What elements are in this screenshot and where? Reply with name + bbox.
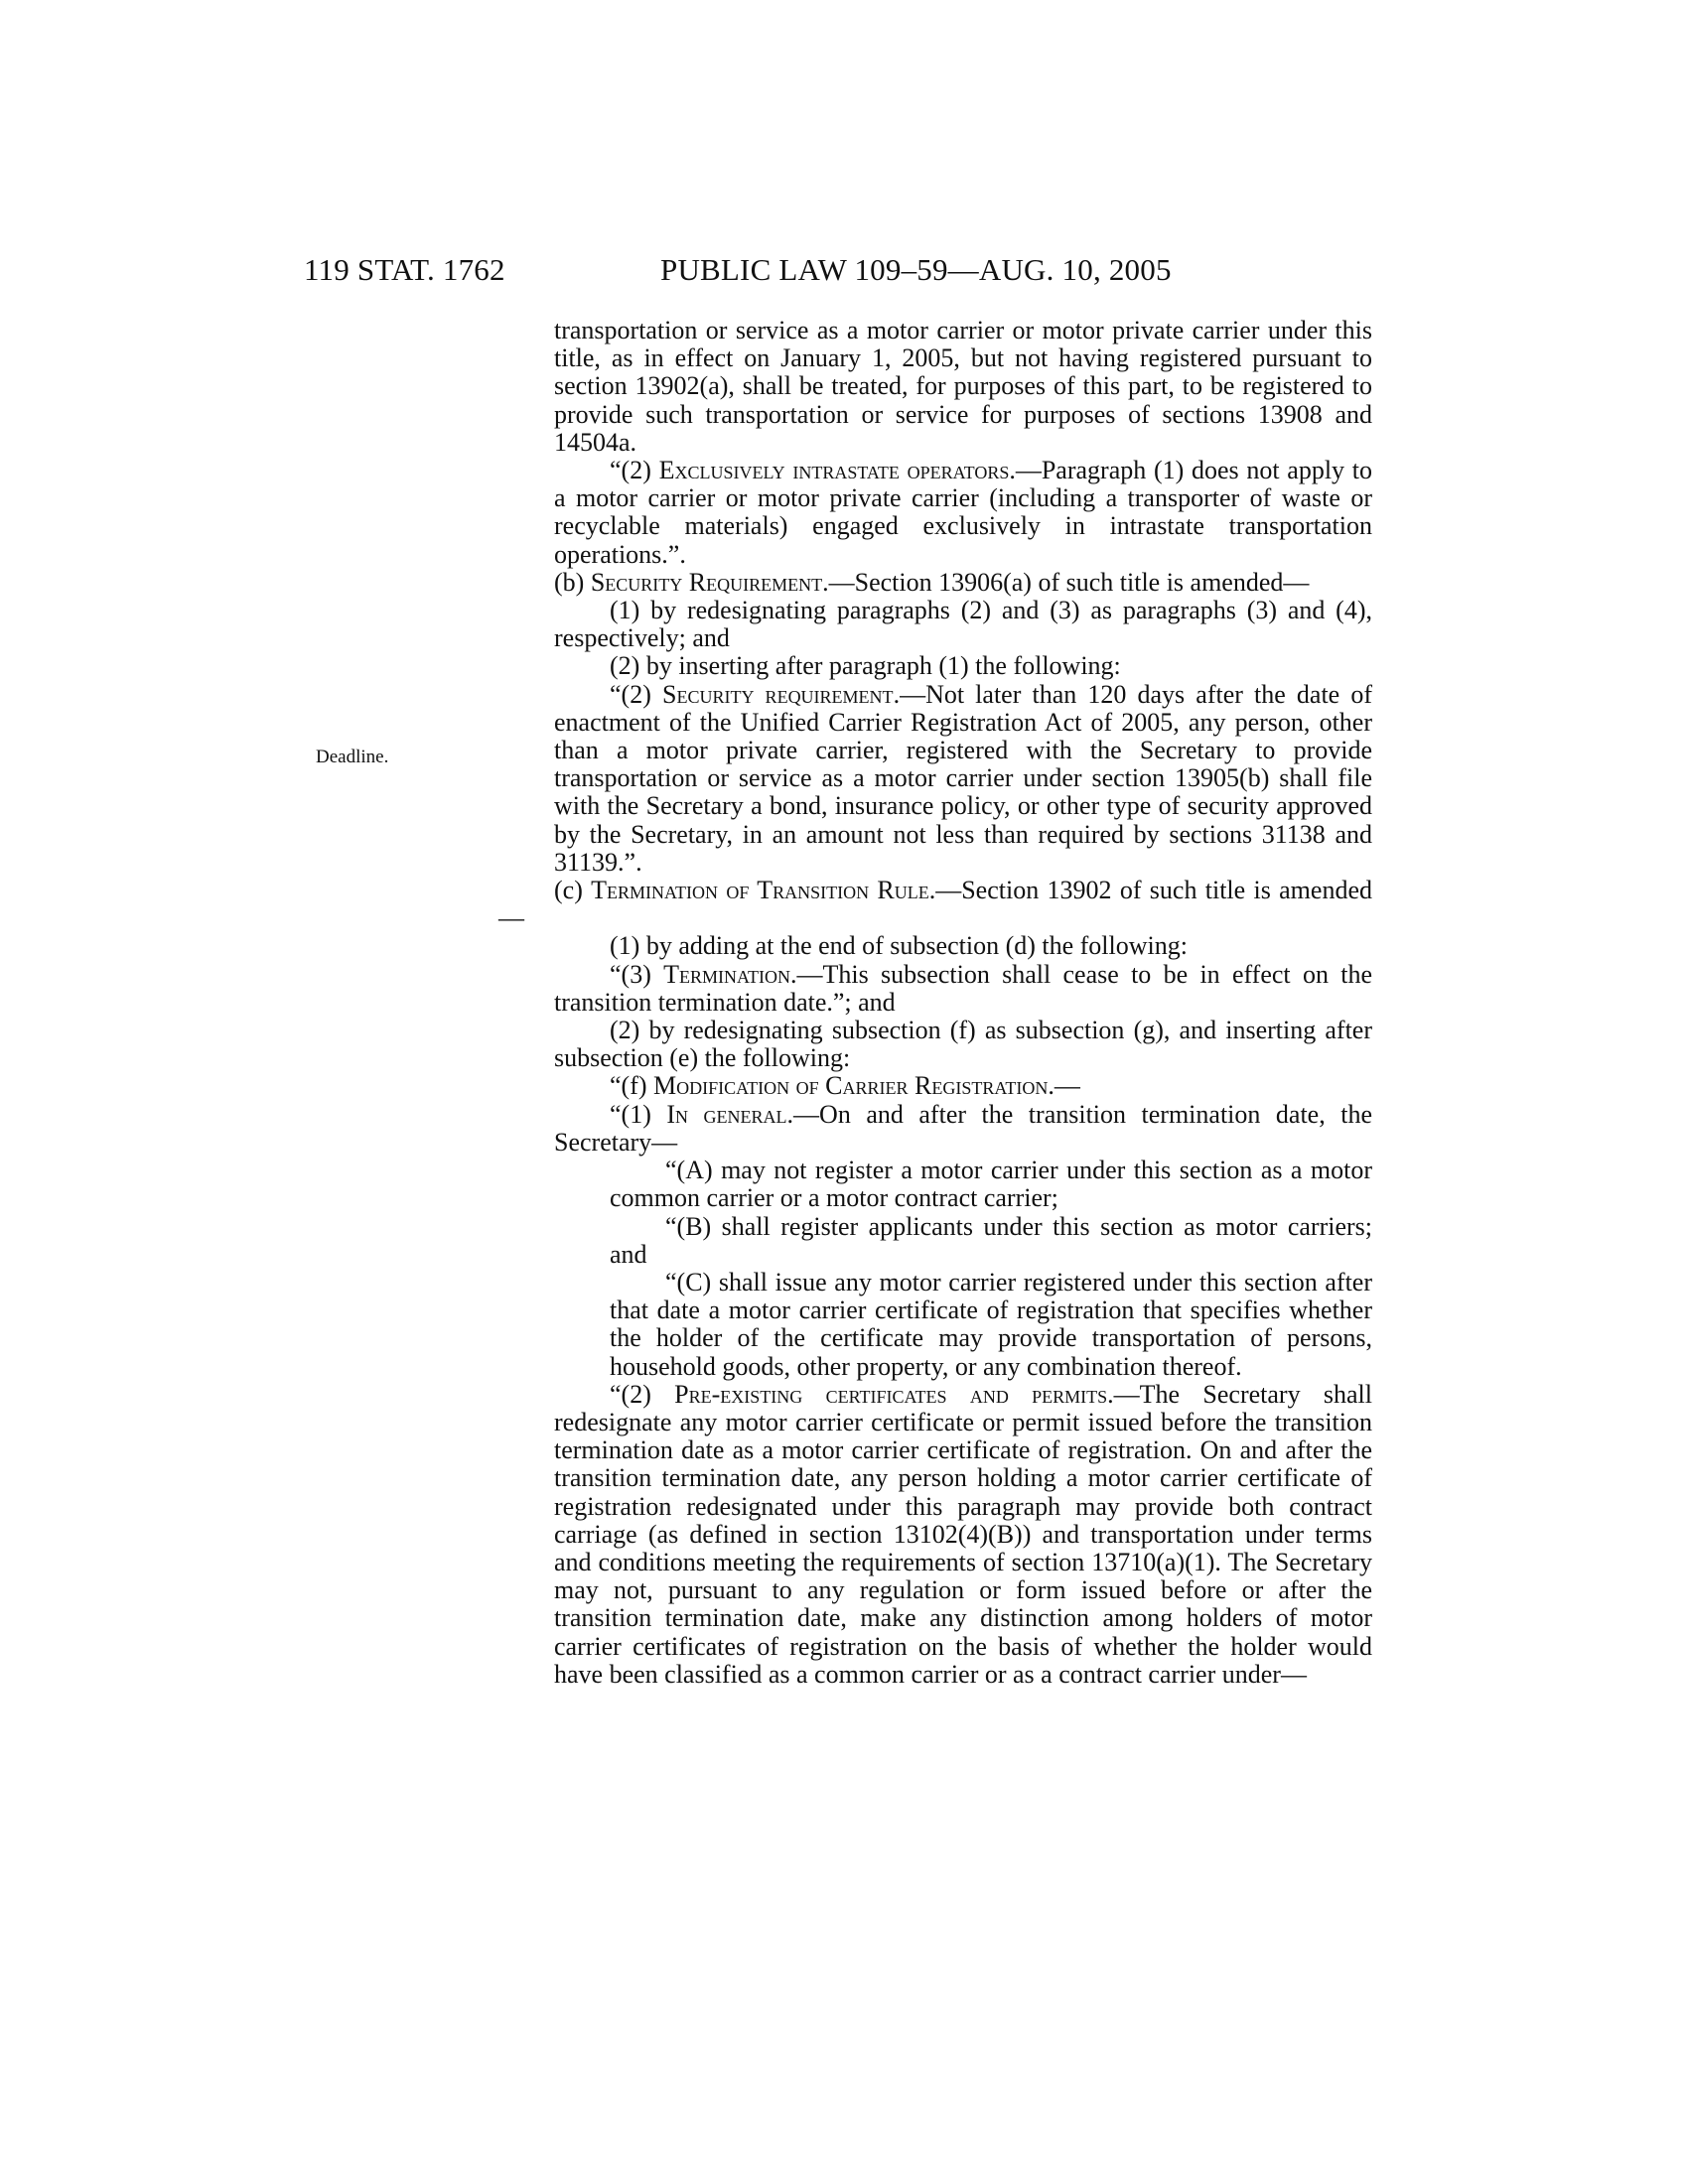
paragraph-exclusively-intrastate [498,457,1372,569]
paragraph-body: .—This subsection shall cease to be in effect on the transition termination date.”; and [554,959,1373,1017]
paragraph-number: “(1) [610,1099,667,1129]
paragraph-heading: Modification of Carrier Registration [653,1071,1049,1101]
page-header [0,250,1688,290]
subsection-c-termination [498,877,1372,932]
clause-redesignating: (1) by redesignating paragraphs (2) and (3) as paragraphs (3) and (4), respectively; and [554,596,1372,653]
paragraph-body: .—Section 13902 of such title is amended— [498,876,1372,933]
paragraph-body: .—The Secretary shall redesignate any motor carrier certificate or permit issued before the transition termination date as a motor carrier certificate of registration. On and after the transition termination date, any person holding a motor carrier certificate of registration redesignated under this paragraph may provide both contract carriage (as defined in section 13102(4)(B)) and transportation under terms and conditions meeting the requirements of section 13710(a)(1). The Secretary may not, pursuant to any regulation or form issued before or after the transition termination date, make any distinction among holders of motor carrier certificates of registration on the basis of whether the holder would have been classified as a common carrier or as a contract carrier under— [554,1379,1372,1689]
paragraph-heading: Exclusively intrastate operators [658,456,1010,485]
paragraph-security-requirement [498,681,1372,877]
subparagraph-b: “(B) shall register applicants under this section as motor carriers; and [610,1211,1372,1269]
paragraph-heading: Pre-existing certificates and permits [674,1379,1108,1409]
paragraph-number: “(2) [610,456,659,485]
paragraph-number: “(f) [610,1071,654,1101]
paragraph-heading: Security requirement [661,679,894,709]
paragraph-heading: Security Requirement [590,567,823,597]
statute-page-number: 119 STAT. 1762 [304,252,505,287]
paragraph-heading: Termination of Transition Rule [591,876,929,905]
paragraph-heading: In general [666,1099,787,1129]
paragraph-number: (b) [554,567,591,597]
subparagraph-a: “(A) may not register a motor carrier under this section as a motor common carrier or a motor contract carrier; [610,1156,1372,1213]
paragraph-heading: Termination [663,959,791,989]
clause-inserting: (2) by inserting after paragraph (1) the following: [610,651,1121,681]
paragraph-number: “(2) [610,679,662,709]
paragraph-in-general [498,1101,1372,1157]
margin-note: Deadline. [316,747,389,767]
running-head: PUBLIC LAW 109–59—AUG. 10, 2005 [660,252,1172,287]
subparagraph-c: “(C) shall issue any motor carrier registered under this section after that date a motor carrier certificate of registration that specifies whether the holder of the certificate may provide transportation of persons, household goods, other property, or any combination thereof. [610,1267,1372,1381]
paragraph-number: (c) [554,876,592,905]
paragraph-termination [498,961,1372,1017]
clause-redesignating-subsection: (2) by redesignating subsection (f) as subsection (g), and inserting after subsection (e) the following: [554,1016,1372,1073]
body-text [498,317,1372,1689]
paragraph-continuation: transportation or service as a motor carrier or motor private carrier under this title, as in effect on January 1, 2005, but not having registered pursuant to section 13902(a), shall be treated, for purposes of this part, to be registered to provide such transportation or service for purposes of sections 13908 and 14504a. [554,316,1372,457]
subsection-b-security [498,569,1372,597]
paragraph-pre-existing-certificates [498,1381,1372,1689]
clause-adding: (1) by adding at the end of subsection (d) the following: [610,931,1188,961]
paragraph-number: “(2) [610,1379,675,1409]
paragraph-body: .—Paragraph (1) does not apply to a motor carrier or motor private carrier (including a transporter of waste or recyclable materials) engaged exclusively in intrastate transportation operations.”. [554,456,1372,569]
paragraph-number: “(3) [610,959,664,989]
paragraph-body: .—Section 13906(a) of such title is amended— [822,567,1310,597]
paragraph-body: .—Not later than 120 days after the date of enactment of the Unified Carrier Registration Act of 2005, any person, other than a motor private carrier, registered with the Secretary to provide transportation or service as a motor carrier under section 13905(b) shall file with the Secretary a bond, insurance policy, or other type of security approved by the Secretary, in an amount not less than required by sections 31138 and 31139.”. [554,679,1373,877]
paragraph-body: .— [1048,1071,1080,1101]
paragraph-body: .—On and after the transition termination date, the Secretary— [554,1099,1372,1157]
subsection-f-modification [498,1072,1372,1100]
